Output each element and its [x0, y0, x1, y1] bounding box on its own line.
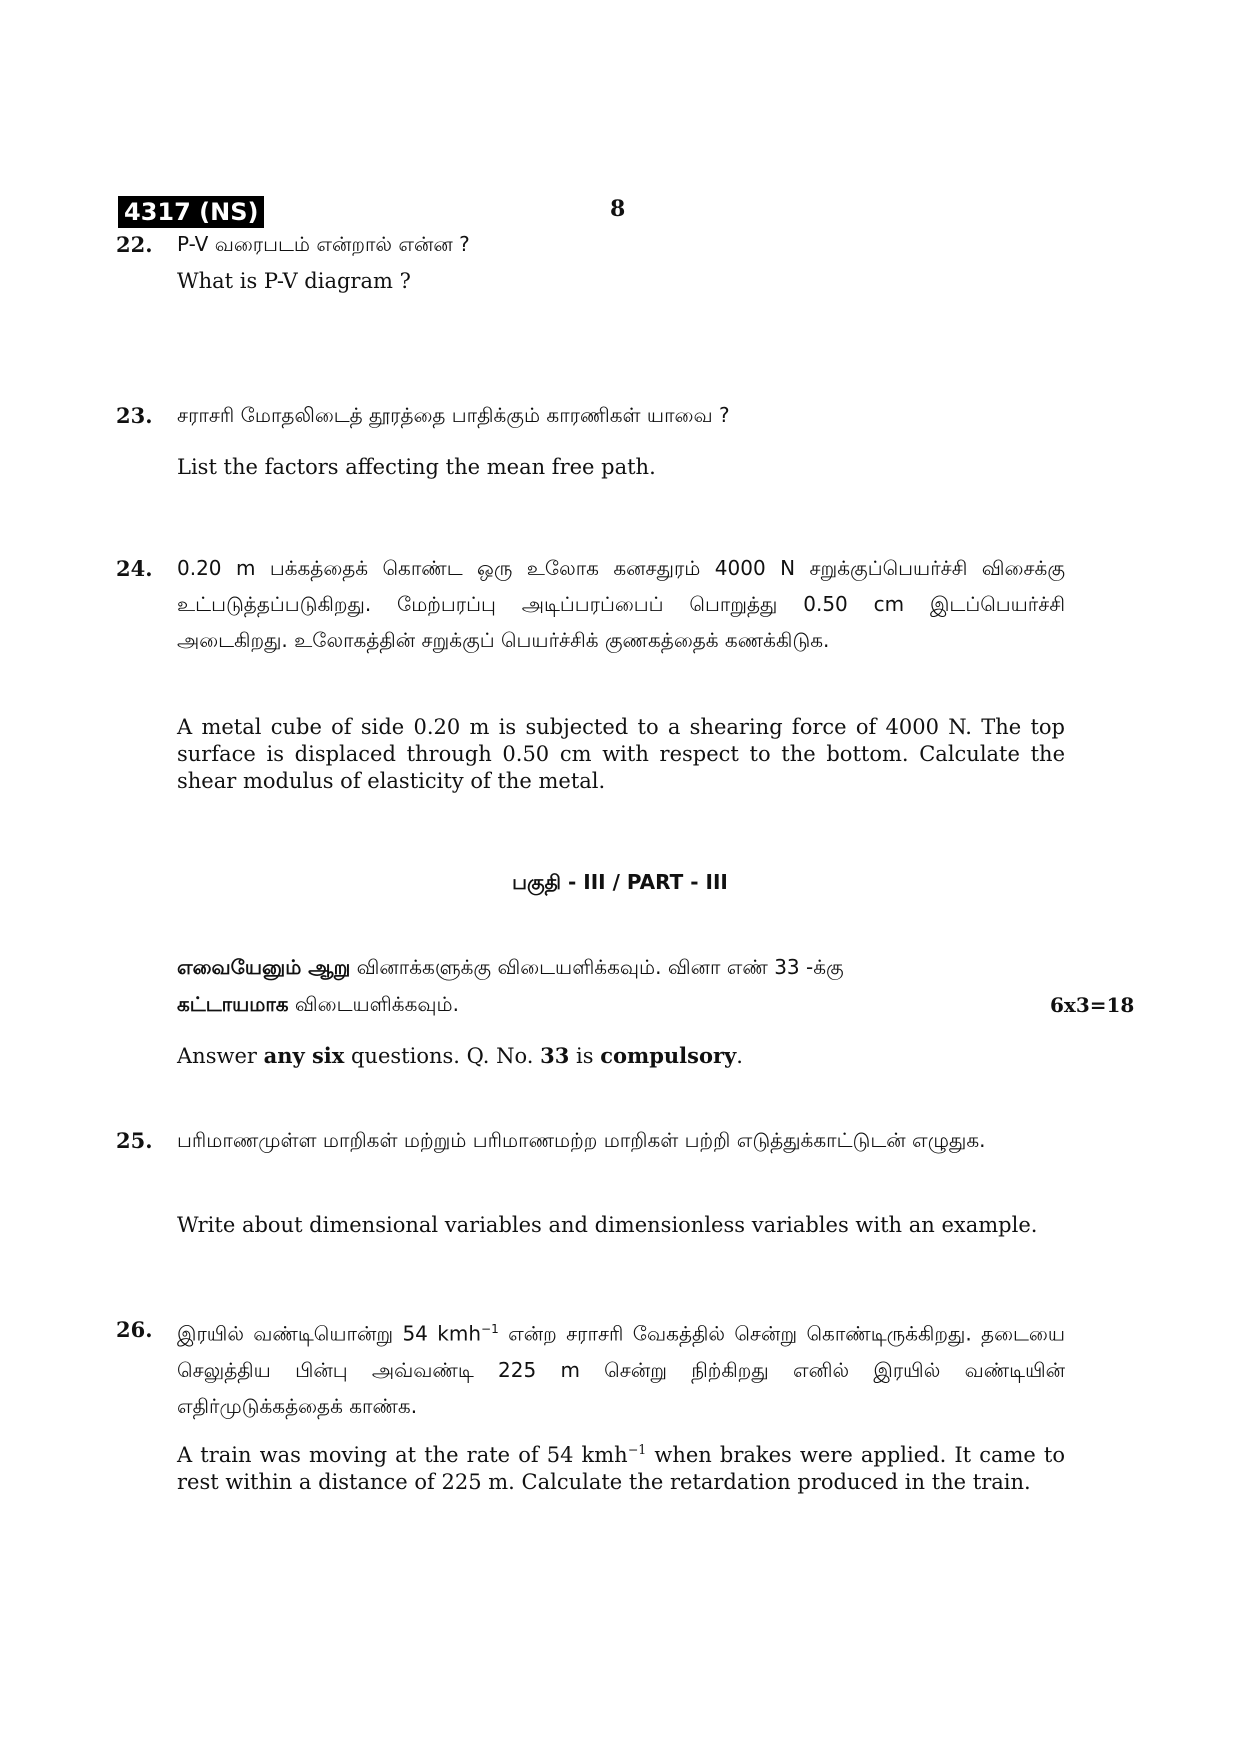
q26-english-a: A train was moving at the rate of 54 kmh [177, 1443, 628, 1467]
instruction-en-compulsory: compulsory [600, 1043, 737, 1068]
q26-english-exponent: −1 [627, 1442, 647, 1457]
q26-tamil-b: என்ற சராசரி வேகத்தில் சென்று கொண்டிருக்கிறது. தடையை செலுத்திய பின்பு அவ்வண்டி 225 m சென்று நிற்கிறது எனில் இரயில் வண்டியின் எதிர்முடுக்கத்தைக் காண்க. [177, 1321, 1065, 1418]
part-title-text: பகுதி - III / PART - III [512, 870, 728, 894]
instruction-en-mid: questions. Q. No. [344, 1044, 541, 1068]
instruction-any-six-tamil: எவையேனும் ஆறு [177, 955, 351, 979]
instruction-text-tamil-2: விடையளிக்கவும். [288, 992, 459, 1016]
marks-scheme: 6x3=18 [1050, 993, 1135, 1017]
question-number-23: 23. [116, 403, 153, 428]
q25-tamil: பரிமாணமுள்ள மாறிகள் மற்றும் பரிமாணமற்ற மாறிகள் பற்றி எடுத்துக்காட்டுடன் எழுதுக. [177, 1128, 986, 1152]
part-instructions-english [177, 1042, 1067, 1070]
q26-english-b: when brakes were applied. It came to rest within a distance of 225 m. Calculate the retardation produced in the train. [177, 1443, 1065, 1494]
question-number-22: 22. [116, 232, 153, 257]
page-number: 8 [610, 196, 626, 222]
instruction-en-end: . [736, 1044, 743, 1068]
q25-english: Write about dimensional variables and dimensionless variables with an example. [177, 1213, 1038, 1237]
q24-english: A metal cube of side 0.20 m is subjected to a shearing force of 4000 N. The top surface is displaced through 0.50 cm with respect to the bottom. Calculate the shear modulus of elasticity of the metal. [177, 715, 1065, 793]
q26-tamil-exponent: −1 [481, 1322, 499, 1336]
instruction-en-prefix: Answer [177, 1044, 264, 1068]
part-instructions-tamil-line2 [177, 990, 877, 1018]
paper-code-badge: 4317 (NS) [118, 196, 264, 228]
part-title [0, 869, 1240, 897]
q23-tamil: சராசரி மோதலிடைத் தூரத்தை பாதிக்கும் காரணிகள் யாவை ? [177, 403, 730, 427]
question-number-26 [116, 1317, 156, 1342]
q26-tamil [177, 1311, 1065, 1424]
q23-english: List the factors affecting the mean free path. [177, 455, 656, 479]
question-number-25: 25. [116, 1128, 153, 1153]
instruction-en-any-six: any six [263, 1043, 345, 1068]
q22-tamil: P-V வரைபடம் என்றால் என்ன ? [177, 232, 470, 256]
part-instructions-tamil-line1 [177, 953, 1065, 981]
q26-english [177, 1436, 1065, 1496]
q22-english: What is P-V diagram ? [177, 269, 411, 293]
q24-tamil: 0.20 m பக்கத்தைக் கொண்ட ஒரு உலோக கனசதுரம் 4000 N சறுக்குப்பெயர்ச்சி விசைக்கு உட்படுத்தப்படுகிறது. மேற்பரப்பு அடிப்பரப்பைப் பொறுத்து 0.50 cm இடப்பெயர்ச்சி அடைகிறது. உலோகத்தின் சறுக்குப் பெயர்ச்சிக் குணகத்தைக் கணக்கிடுக. [177, 556, 1065, 652]
question-number-24: 24. [116, 556, 153, 581]
q26-tamil-a: இரயில் வண்டியொன்று 54 kmh [177, 1321, 482, 1346]
instruction-en-is: is [569, 1044, 601, 1068]
instruction-compulsory-tamil: கட்டாயமாக [177, 992, 289, 1016]
instruction-en-qnum: 33 [540, 1043, 570, 1068]
instruction-text-tamil-1: வினாக்களுக்கு விடையளிக்கவும். வினா எண் 33 -க்கு [350, 955, 844, 979]
question-number-26-text: 26. [116, 1317, 153, 1342]
